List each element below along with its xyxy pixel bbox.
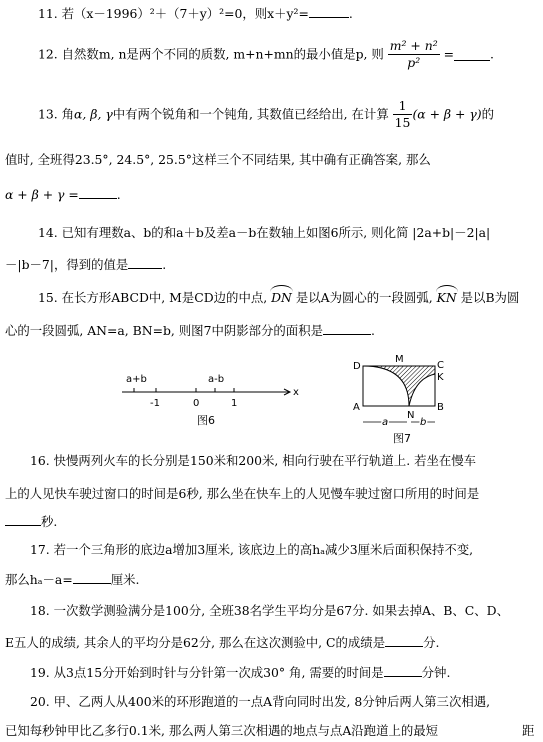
question-20: 20. 甲、乙两人从400米的环形跑道的一点A背向同时出发, 8分钟后两人第三次相遇, (30, 694, 491, 709)
question-16-line3 (5, 513, 57, 530)
q12-answer-blank (454, 48, 490, 61)
q12-fraction (388, 38, 440, 71)
question-15-line2 (5, 322, 375, 339)
label-K: K (437, 372, 444, 383)
question-20-line2-end: 距 (522, 723, 535, 738)
q17-line2-pre: 那么hₐ－a= (5, 572, 73, 587)
q19-answer-blank (384, 664, 422, 677)
question-18: 18. 一次数学测验满分是100分, 全班38名学生平均分是67分. 如果去掉A、B、C、D、 (30, 603, 509, 618)
question-14-line2 (5, 256, 166, 273)
q18-line2-pre: E五人的成绩, 其余人的平均分是62分, 那么在这次测验中, C的成绩是 (5, 635, 386, 650)
q13-answer-blank (79, 186, 117, 199)
label-M: M (395, 354, 404, 365)
q13-frac-num: 1 (393, 98, 413, 115)
q11-answer-blank (309, 5, 349, 18)
figure-7-caption: 图7 (393, 432, 411, 445)
label-neg1: -1 (150, 398, 160, 409)
q19-pre: 19. 从3点15分开始到时针与分针第一次成30° 角, 需要的时间是 (30, 665, 384, 680)
label-apb: a+b (126, 374, 147, 385)
q18-answer-blank (385, 634, 423, 647)
q13-expr: (α + β + γ) (412, 106, 482, 122)
label-x: x (293, 387, 299, 398)
q15-answer-blank (323, 322, 371, 335)
label-a: a (382, 417, 389, 428)
q14-answer-blank (128, 256, 162, 269)
q11-text: 11. 若（x－1996）²＋（7＋y）²=0，则x＋y²= (38, 6, 309, 21)
q14-line2-text: －|b－7|，得到的值是 (5, 257, 129, 272)
label-B: B (437, 402, 444, 413)
question-19 (30, 664, 450, 681)
q15-pre: 15. 在长方形ABCD中, M是CD边的中点, (38, 290, 268, 305)
question-16: 16. 快慢两列火车的长分别是150米和200米, 相向行驶在平行轨道上. 若坐在慢车 (30, 453, 477, 468)
label-C: C (437, 360, 444, 371)
q19-post: 分钟. (421, 665, 451, 680)
q13-sum-expr: α + β + γ = (5, 187, 79, 202)
q13-pre: 13. 角 (38, 106, 75, 122)
q18-line2-post: 分. (423, 635, 440, 650)
question-17: 17. 若一个三角形的底边a增加3厘米, 该底边上的高hₐ减少3厘米后面积保持不变, (30, 542, 474, 557)
q15-post: 是以B为圆 (460, 290, 520, 305)
q15-end: . (370, 323, 375, 338)
figure-6-caption: 图6 (197, 414, 215, 427)
q12-text: 12. 自然数m, n是两个不同的质数, m+n+mn的最小值是p, 则 (38, 46, 384, 62)
label-D: D (353, 361, 361, 372)
q12-denominator: p² (407, 55, 421, 70)
question-20-line2: 已知每秒钟甲比乙多行0.1米, 那么两人第三次相遇的地点与点A沿跑道上的最短 (5, 723, 439, 738)
label-amb: a-b (208, 374, 225, 385)
q11-end: . (348, 6, 353, 21)
q13-post: 的 (481, 106, 494, 122)
q15-arc-dn: DN (271, 290, 292, 305)
question-13-line3 (5, 186, 121, 203)
question-13 (38, 98, 494, 131)
figure-7-rectangle (345, 352, 455, 448)
label-one: 1 (231, 398, 238, 409)
question-16-line2: 上的人见快车驶过窗口的时间是6秒, 那么坐在快车上的人见慢车驶过窗口所用的时间是 (5, 486, 480, 501)
q16-answer-blank (5, 513, 41, 526)
question-14: 14. 已知有理数a、b的和a＋b及差a－b在数轴上如图6所示, 则化简 |2a+b|－2|a| (38, 225, 491, 240)
q15-mid: 是以A为圆心的一段圆弧, (295, 290, 433, 305)
question-18-line2 (5, 634, 439, 651)
question-12 (38, 38, 494, 71)
label-b: b (420, 417, 427, 428)
label-N: N (407, 410, 415, 421)
q15-arc-kn: KN (436, 290, 457, 305)
question-13-line2: 值时, 全班得23.5°, 24.5°, 25.5°这样三个不同结果, 其中确有正确答案, 那么 (5, 152, 431, 167)
q14-end: . (162, 257, 167, 272)
question-11 (38, 5, 353, 22)
q13-mid: 中有两个锐角和一个钝角, 其数值已经给出, 在计算 (112, 106, 389, 122)
q13-frac-den: 15 (394, 115, 411, 130)
q13-fraction (393, 98, 413, 131)
q12-numerator: m² + n² (389, 38, 438, 53)
q15-line2-text: 心的一段圆弧, AN=a, BN=b, 则图7中阴影部分的面积是 (5, 323, 323, 338)
q16-line3-text: 秒. (41, 514, 58, 529)
q13-end: . (116, 187, 121, 202)
question-15 (38, 290, 519, 306)
figure-6-number-line (112, 362, 302, 432)
shaded-region (363, 366, 435, 406)
label-zero: 0 (193, 398, 200, 409)
q12-end: . (490, 46, 494, 62)
q17-answer-blank (73, 571, 111, 584)
q12-equals: = (443, 46, 455, 62)
q17-line2-post: 厘米. (110, 572, 140, 587)
question-17-line2 (5, 571, 139, 588)
label-A: A (353, 402, 360, 413)
q13-greek: α, β, γ (74, 106, 113, 122)
